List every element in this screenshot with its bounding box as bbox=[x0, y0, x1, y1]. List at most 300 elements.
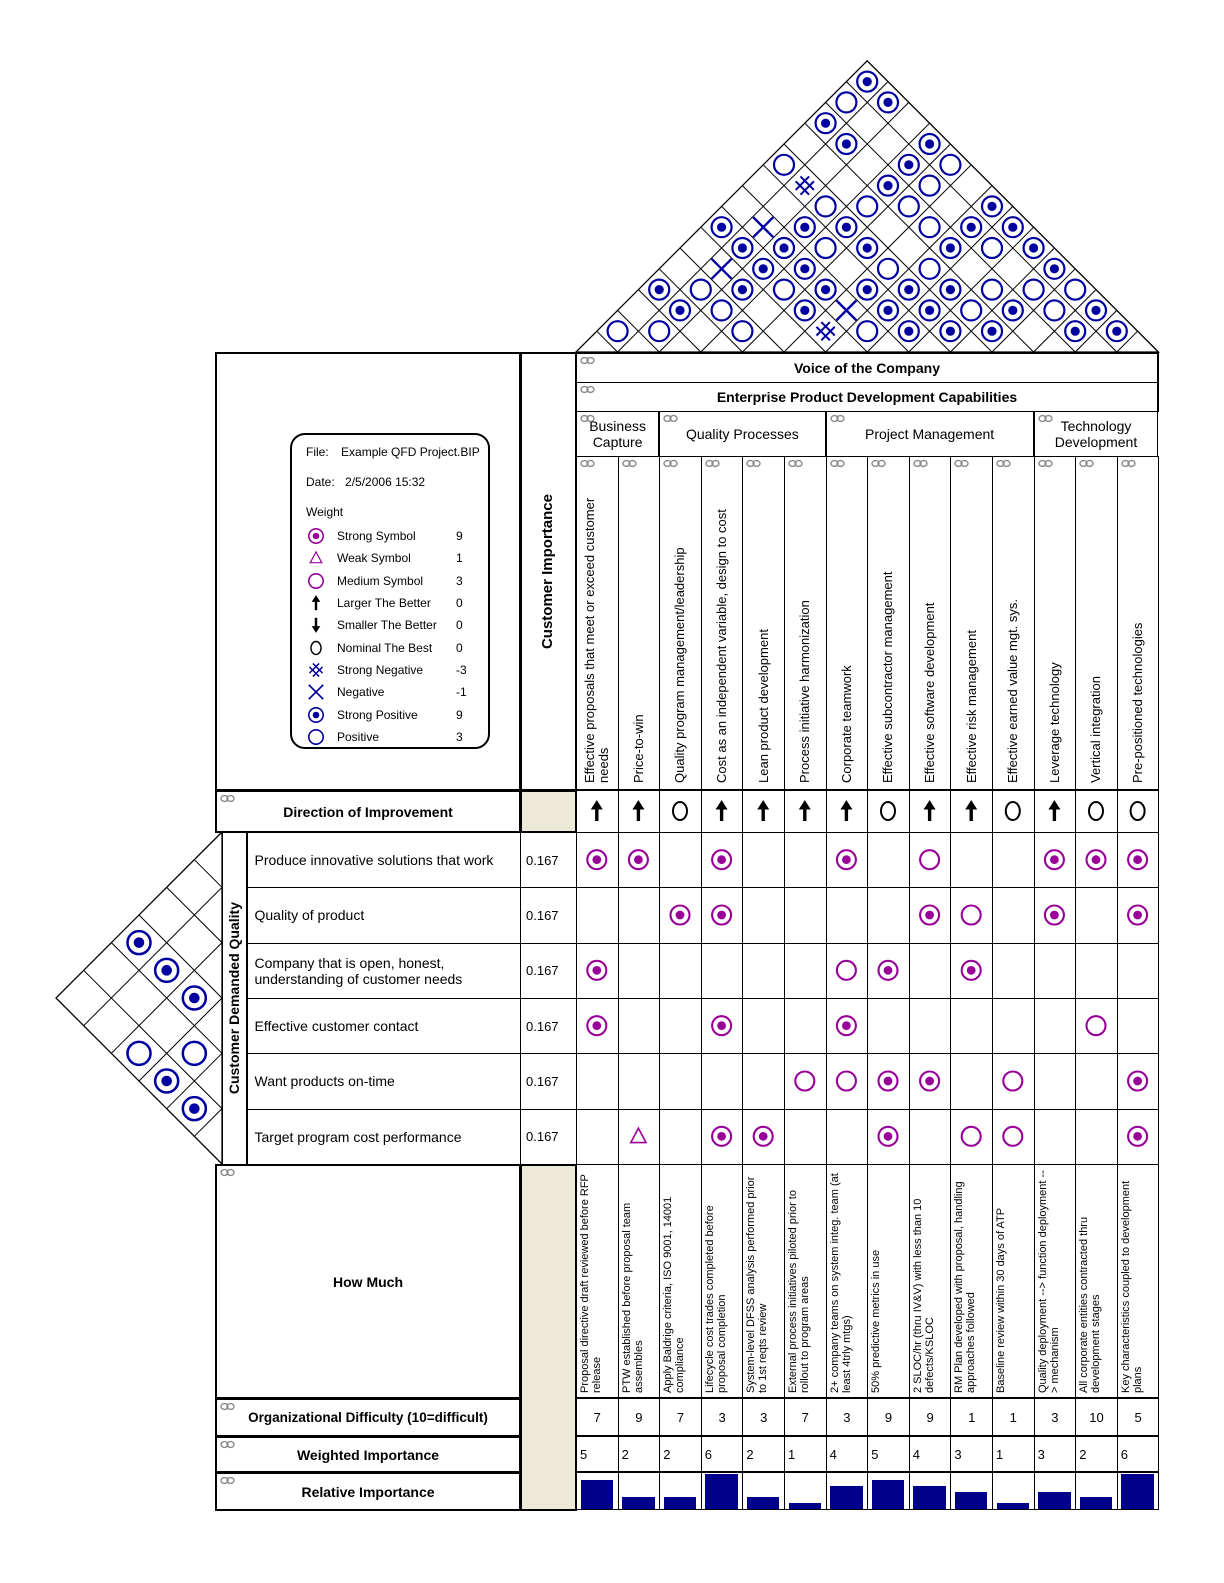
importance-value[interactable]: 0.167 bbox=[520, 1109, 577, 1165]
customer-importance-header bbox=[520, 352, 577, 791]
legend-item bbox=[292, 659, 488, 681]
relationship-cell[interactable] bbox=[1075, 1109, 1118, 1165]
how-much-label: How Much bbox=[333, 1273, 403, 1290]
positive-symbol-icon bbox=[303, 726, 329, 748]
how-much-cell[interactable] bbox=[826, 1164, 869, 1398]
customer-importance-label: Customer Importance bbox=[539, 493, 557, 650]
column-header[interactable] bbox=[867, 456, 910, 790]
legend-item-label: Strong Symbol bbox=[337, 529, 416, 544]
how-much-text: PTW established before proposal team assembles bbox=[620, 1202, 645, 1393]
relationship-cell[interactable] bbox=[867, 943, 910, 999]
relationship-cell[interactable] bbox=[576, 998, 619, 1054]
roof-correlation-matrix[interactable] bbox=[576, 61, 1158, 352]
how-much-text: Quality deployment --> function deployment --> mechanism bbox=[1036, 1170, 1061, 1393]
weighted-value: 6 bbox=[701, 1436, 744, 1472]
bottom-importance-spacer bbox=[520, 1164, 577, 1511]
relationship-cell[interactable] bbox=[659, 1053, 702, 1109]
capabilities-label: Enterprise Product Development Capabilities bbox=[716, 389, 1018, 405]
direction-cell[interactable] bbox=[1075, 790, 1118, 833]
difficulty-value[interactable]: 9 bbox=[909, 1398, 952, 1436]
relationship-cell[interactable] bbox=[826, 1109, 869, 1165]
column-header[interactable] bbox=[576, 456, 619, 790]
relationship-cell[interactable] bbox=[701, 998, 744, 1054]
column-header-label: Quality program management/leadership bbox=[672, 547, 688, 783]
link-icon[interactable] bbox=[220, 1440, 235, 1449]
row-label[interactable] bbox=[247, 887, 521, 943]
relationship-cell[interactable] bbox=[784, 832, 827, 888]
how-much-text: System-level DFSS analysis performed prior to 1st reqts review bbox=[745, 1176, 770, 1393]
relationship-cell[interactable] bbox=[742, 887, 785, 943]
relationship-cell[interactable] bbox=[1034, 1109, 1077, 1165]
relationship-cell[interactable] bbox=[909, 943, 952, 999]
column-header[interactable] bbox=[784, 456, 827, 790]
legend-item-weight: 0 bbox=[456, 640, 463, 655]
direction-cell[interactable] bbox=[784, 790, 827, 833]
legend-item-weight: -1 bbox=[456, 685, 467, 700]
link-icon[interactable] bbox=[746, 459, 761, 468]
link-icon[interactable] bbox=[871, 459, 886, 468]
relative-importance-bar bbox=[1080, 1497, 1113, 1509]
column-group-header bbox=[826, 411, 1034, 457]
strong-positive-symbol-icon bbox=[303, 704, 329, 726]
relationship-cell[interactable] bbox=[1034, 832, 1077, 888]
voice-of-company-label: Voice of the Company bbox=[794, 360, 940, 376]
legend-weight-label: Weight bbox=[306, 505, 344, 519]
relative-importance-label: Relative Importance bbox=[301, 1483, 435, 1500]
legend-item-label: Medium Symbol bbox=[337, 573, 424, 588]
legend-item bbox=[292, 570, 488, 592]
legend-item-weight: 1 bbox=[456, 551, 463, 566]
column-header-label: Price-to-win bbox=[630, 714, 646, 783]
relationship-cell[interactable] bbox=[701, 1109, 744, 1165]
relationship-cell[interactable] bbox=[909, 887, 952, 943]
column-group-header bbox=[576, 411, 659, 457]
relationship-cell[interactable] bbox=[784, 1109, 827, 1165]
column-header[interactable] bbox=[1117, 456, 1160, 790]
difficulty-value[interactable]: 3 bbox=[826, 1398, 869, 1436]
how-much-cell[interactable] bbox=[576, 1164, 619, 1398]
relationship-cell[interactable] bbox=[1075, 832, 1118, 888]
how-much-cell[interactable] bbox=[618, 1164, 661, 1398]
relationship-cell[interactable] bbox=[950, 1109, 993, 1165]
date-value: 2/5/2006 15:32 bbox=[345, 475, 426, 489]
direction-cell[interactable] bbox=[909, 790, 952, 833]
how-much-cell[interactable] bbox=[784, 1164, 827, 1398]
how-much-text: Proposal directive draft reviewed before RFP release bbox=[579, 1174, 603, 1393]
relationship-cell[interactable] bbox=[992, 887, 1035, 943]
relationship-cell[interactable] bbox=[1075, 943, 1118, 999]
relationship-cell[interactable] bbox=[867, 887, 910, 943]
importance-value[interactable]: 0.167 bbox=[520, 1053, 577, 1109]
relationship-cell[interactable] bbox=[950, 1053, 993, 1109]
weighted-value: 2 bbox=[742, 1436, 785, 1472]
capabilities-header bbox=[576, 382, 1159, 412]
medium-symbol-icon bbox=[303, 570, 329, 592]
relationship-cell[interactable] bbox=[742, 943, 785, 999]
relationship-cell[interactable] bbox=[1075, 998, 1118, 1054]
difficulty-value[interactable]: 9 bbox=[867, 1398, 910, 1436]
difficulty-value[interactable]: 5 bbox=[1117, 1398, 1160, 1436]
weighted-value: 3 bbox=[1034, 1436, 1077, 1472]
relationship-cell[interactable] bbox=[618, 887, 661, 943]
relationship-cell[interactable] bbox=[909, 832, 952, 888]
relative-importance-bar bbox=[622, 1497, 655, 1509]
relationship-cell[interactable] bbox=[992, 943, 1035, 999]
relationship-cell[interactable] bbox=[992, 832, 1035, 888]
relationship-cell[interactable] bbox=[950, 998, 993, 1054]
direction-cell[interactable] bbox=[867, 790, 910, 833]
legend-file-line bbox=[292, 435, 488, 465]
relationship-cell[interactable] bbox=[909, 1053, 952, 1109]
legend-item-label: Positive bbox=[337, 729, 380, 744]
relationship-cell[interactable] bbox=[950, 943, 993, 999]
link-icon[interactable] bbox=[1079, 459, 1094, 468]
link-icon[interactable] bbox=[220, 1168, 235, 1177]
legend-item-label: Strong Negative bbox=[337, 662, 424, 677]
relationship-cell[interactable] bbox=[742, 832, 785, 888]
relationship-cell[interactable] bbox=[618, 943, 661, 999]
how-much-cell[interactable] bbox=[742, 1164, 785, 1398]
link-icon[interactable] bbox=[1038, 414, 1053, 423]
difficulty-value[interactable]: 3 bbox=[1034, 1398, 1077, 1436]
legend-item-weight: -3 bbox=[456, 662, 467, 677]
difficulty-value[interactable]: 1 bbox=[950, 1398, 993, 1436]
row-label-text: Target program cost performance bbox=[254, 1128, 462, 1145]
link-icon[interactable] bbox=[705, 459, 720, 468]
how-much-cell[interactable] bbox=[867, 1164, 910, 1398]
weighted-value: 1 bbox=[784, 1436, 827, 1472]
difficulty-value[interactable]: 3 bbox=[742, 1398, 785, 1436]
importance-value[interactable]: 0.167 bbox=[520, 943, 577, 999]
link-icon[interactable] bbox=[220, 794, 235, 803]
relationship-cell[interactable] bbox=[576, 943, 619, 999]
relationship-cell[interactable] bbox=[1117, 1109, 1160, 1165]
direction-cell[interactable] bbox=[826, 790, 869, 833]
difficulty-value[interactable]: 7 bbox=[576, 1398, 619, 1436]
customer-demanded-quality-band bbox=[222, 832, 247, 1165]
relationship-cell[interactable] bbox=[1075, 1053, 1118, 1109]
column-header-label: Corporate teamwork bbox=[838, 665, 854, 783]
direction-importance-spacer bbox=[520, 790, 577, 833]
how-much-cell[interactable] bbox=[992, 1164, 1035, 1398]
row-label-text: Want products on-time bbox=[254, 1073, 395, 1090]
link-icon[interactable] bbox=[663, 414, 678, 423]
column-group-label: Quality Processes bbox=[685, 426, 799, 442]
direction-cell[interactable] bbox=[1117, 790, 1160, 833]
relationship-cell[interactable] bbox=[826, 887, 869, 943]
legend-item bbox=[292, 547, 488, 569]
relationship-cell[interactable] bbox=[1034, 887, 1077, 943]
relationship-cell[interactable] bbox=[826, 1053, 869, 1109]
weighted-value: 2 bbox=[618, 1436, 661, 1472]
link-icon[interactable] bbox=[913, 459, 928, 468]
relationship-cell[interactable] bbox=[784, 943, 827, 999]
legend-item bbox=[292, 703, 488, 725]
direction-cell[interactable] bbox=[659, 790, 702, 833]
relationship-cell[interactable] bbox=[659, 998, 702, 1054]
column-header[interactable] bbox=[1075, 456, 1118, 790]
relationship-cell[interactable] bbox=[576, 1053, 619, 1109]
column-header[interactable] bbox=[618, 456, 661, 790]
direction-of-improvement-label: Direction of Improvement bbox=[283, 803, 453, 820]
relationship-cell[interactable] bbox=[784, 998, 827, 1054]
relationship-cell[interactable] bbox=[618, 1109, 661, 1165]
relationship-cell[interactable] bbox=[701, 887, 744, 943]
relationship-cell[interactable] bbox=[1034, 1053, 1077, 1109]
relationship-cell[interactable] bbox=[701, 832, 744, 888]
row-label[interactable] bbox=[247, 998, 521, 1054]
legend-item-label: Weak Symbol bbox=[337, 551, 411, 566]
link-icon[interactable] bbox=[954, 459, 969, 468]
row-label-text: Produce innovative solutions that work bbox=[254, 852, 494, 869]
legend-date-line bbox=[292, 465, 488, 495]
weighted-value: 2 bbox=[659, 1436, 702, 1472]
relative-importance-bar bbox=[747, 1497, 780, 1509]
relative-importance-bar bbox=[913, 1486, 946, 1509]
row-label[interactable] bbox=[247, 1053, 521, 1109]
relationship-cell[interactable] bbox=[950, 832, 993, 888]
how-much-cell[interactable] bbox=[659, 1164, 702, 1398]
relationship-cell[interactable] bbox=[992, 1053, 1035, 1109]
column-group-label: Business Capture bbox=[589, 418, 646, 450]
link-icon[interactable] bbox=[1038, 459, 1053, 468]
legend-item-label: Negative bbox=[337, 685, 385, 700]
relationship-cell[interactable] bbox=[659, 943, 702, 999]
how-much-text: External process initiatives piloted prior to rollout to program areas bbox=[787, 1190, 811, 1393]
column-header[interactable] bbox=[742, 456, 785, 790]
how-much-text: RM Plan developed with proposal, handling approaches followed bbox=[953, 1181, 978, 1393]
customer-demanded-quality-label: Customer Demanded Quality bbox=[225, 902, 242, 1095]
column-header[interactable] bbox=[950, 456, 993, 790]
relationship-cell[interactable] bbox=[1117, 1053, 1160, 1109]
relationship-cell[interactable] bbox=[826, 943, 869, 999]
direction-of-improvement-header bbox=[215, 790, 521, 833]
difficulty-value[interactable]: 3 bbox=[701, 1398, 744, 1436]
row-label[interactable] bbox=[247, 832, 521, 888]
strong-negative-symbol-icon bbox=[303, 659, 329, 681]
direction-cell[interactable] bbox=[950, 790, 993, 833]
relationship-cell[interactable] bbox=[950, 887, 993, 943]
difficulty-value[interactable]: 10 bbox=[1075, 1398, 1118, 1436]
link-icon[interactable] bbox=[220, 1476, 235, 1485]
relationship-cell[interactable] bbox=[1117, 832, 1160, 888]
how-much-cell[interactable] bbox=[701, 1164, 744, 1398]
how-much-cell[interactable] bbox=[909, 1164, 952, 1398]
legend-item-weight: 9 bbox=[456, 529, 463, 544]
voice-of-company-header bbox=[576, 352, 1159, 383]
column-group-label: Project Management bbox=[865, 426, 995, 442]
column-header-label: Pre-positioned technologies bbox=[1130, 622, 1146, 783]
column-header[interactable] bbox=[659, 456, 702, 790]
link-icon[interactable] bbox=[622, 459, 637, 468]
smaller-symbol-icon bbox=[303, 614, 329, 636]
weighted-value: 1 bbox=[992, 1436, 1035, 1472]
relationship-cell[interactable] bbox=[867, 1053, 910, 1109]
relationship-cell[interactable] bbox=[618, 1053, 661, 1109]
relative-importance-bar bbox=[830, 1486, 863, 1509]
legend-items bbox=[292, 525, 488, 748]
column-header-label: Effective risk management bbox=[963, 630, 979, 783]
column-header[interactable] bbox=[992, 456, 1035, 790]
relative-importance-bar bbox=[1038, 1492, 1071, 1510]
relationship-cell[interactable] bbox=[1075, 887, 1118, 943]
legend-item-label: Nominal The Best bbox=[337, 640, 433, 655]
relationship-cell[interactable] bbox=[867, 998, 910, 1054]
legend-item bbox=[292, 726, 488, 748]
importance-value[interactable]: 0.167 bbox=[520, 887, 577, 943]
how-much-cell[interactable] bbox=[950, 1164, 993, 1398]
column-header[interactable] bbox=[701, 456, 744, 790]
relationship-cell[interactable] bbox=[618, 998, 661, 1054]
link-icon[interactable] bbox=[663, 459, 678, 468]
link-icon[interactable] bbox=[580, 385, 595, 394]
relationship-cell[interactable] bbox=[576, 887, 619, 943]
relationship-cell[interactable] bbox=[701, 1053, 744, 1109]
relationship-cell[interactable] bbox=[1117, 943, 1160, 999]
relationship-cell[interactable] bbox=[784, 887, 827, 943]
relationship-cell[interactable] bbox=[742, 1053, 785, 1109]
how-much-text: Baseline review within 30 days of ATP bbox=[995, 1207, 1007, 1393]
row-label-text: Quality of product bbox=[254, 907, 365, 924]
direction-cell[interactable] bbox=[576, 790, 619, 833]
relationship-cell[interactable] bbox=[659, 887, 702, 943]
relationship-cell[interactable] bbox=[867, 1109, 910, 1165]
relationship-cell[interactable] bbox=[1117, 998, 1160, 1054]
how-much-text: Apply Baldrige criteria, ISO 9001, 14001 compliance bbox=[662, 1196, 687, 1393]
column-header-label: Vertical integration bbox=[1088, 676, 1104, 783]
column-header-label: Effective subcontractor management bbox=[880, 571, 896, 783]
how-much-text: 2 SLOC/hr (thru IV&V) with less than 10 defects/KSLOC bbox=[911, 1198, 936, 1393]
date-label: Date: bbox=[306, 475, 335, 489]
how-much-text: 2+ company teams on system integ. team (at least 4trly mtgs) bbox=[828, 1173, 853, 1393]
link-icon[interactable] bbox=[220, 1402, 235, 1411]
org-difficulty-label: Organizational Difficulty (10=difficult) bbox=[248, 1410, 488, 1425]
relationship-cell[interactable] bbox=[618, 832, 661, 888]
difficulty-value[interactable]: 1 bbox=[992, 1398, 1035, 1436]
relative-importance-bar bbox=[955, 1492, 988, 1510]
relationship-cell[interactable] bbox=[909, 1109, 952, 1165]
larger-symbol-icon bbox=[303, 592, 329, 614]
weighted-value: 4 bbox=[826, 1436, 869, 1472]
relationship-cell[interactable] bbox=[992, 998, 1035, 1054]
row-label-text: Company that is open, honest, understanding of customer needs bbox=[254, 954, 463, 987]
relative-importance-bar bbox=[789, 1503, 822, 1509]
legend-item bbox=[292, 525, 488, 547]
relationship-cell[interactable] bbox=[576, 1109, 619, 1165]
column-header[interactable] bbox=[1034, 456, 1077, 790]
link-icon[interactable] bbox=[830, 414, 845, 423]
relationship-cell[interactable] bbox=[1034, 998, 1077, 1054]
relationship-cell[interactable] bbox=[784, 1053, 827, 1109]
weighted-value: 6 bbox=[1117, 1436, 1160, 1472]
legend-item-weight: 0 bbox=[456, 618, 463, 633]
negative-symbol-icon bbox=[303, 681, 329, 703]
legend-item bbox=[292, 614, 488, 636]
link-icon[interactable] bbox=[788, 459, 803, 468]
how-much-text: 50% predictive metrics in use bbox=[870, 1249, 883, 1393]
column-header-label: Effective earned value mgt. sys. bbox=[1005, 598, 1021, 783]
link-icon[interactable] bbox=[580, 356, 595, 365]
nominal-symbol-icon bbox=[303, 637, 329, 659]
direction-cell[interactable] bbox=[992, 790, 1035, 833]
relationship-cell[interactable] bbox=[867, 832, 910, 888]
relationship-cell[interactable] bbox=[659, 1109, 702, 1165]
legend-item-label: Smaller The Better bbox=[337, 618, 437, 633]
direction-cell[interactable] bbox=[742, 790, 785, 833]
difficulty-value[interactable]: 7 bbox=[659, 1398, 702, 1436]
link-icon[interactable] bbox=[1121, 459, 1136, 468]
relationship-cell[interactable] bbox=[701, 943, 744, 999]
relationship-cell[interactable] bbox=[576, 832, 619, 888]
legend-item-label: Larger The Better bbox=[337, 596, 431, 611]
column-header[interactable] bbox=[826, 456, 869, 790]
column-group-header bbox=[659, 411, 825, 457]
relationship-cell[interactable] bbox=[826, 998, 869, 1054]
direction-cell[interactable] bbox=[618, 790, 661, 833]
legend-item-weight: 3 bbox=[456, 573, 463, 588]
relative-importance-bar bbox=[581, 1480, 614, 1509]
relationship-cell[interactable] bbox=[1034, 943, 1077, 999]
row-label[interactable] bbox=[247, 943, 521, 999]
link-icon[interactable] bbox=[580, 459, 595, 468]
relationship-cell[interactable] bbox=[742, 1109, 785, 1165]
difficulty-value[interactable]: 7 bbox=[784, 1398, 827, 1436]
legend-item-weight: 3 bbox=[456, 729, 463, 744]
importance-value[interactable]: 0.167 bbox=[520, 998, 577, 1054]
org-difficulty-header bbox=[215, 1398, 521, 1437]
relationship-cell[interactable] bbox=[1117, 887, 1160, 943]
relationship-cell[interactable] bbox=[909, 998, 952, 1054]
direction-cell[interactable] bbox=[701, 790, 744, 833]
row-label-text: Effective customer contact bbox=[254, 1018, 419, 1035]
difficulty-value[interactable]: 9 bbox=[618, 1398, 661, 1436]
link-icon[interactable] bbox=[996, 459, 1011, 468]
column-header-label: Process initiative harmonization bbox=[797, 600, 813, 783]
weighted-value: 5 bbox=[867, 1436, 910, 1472]
how-much-cell[interactable] bbox=[1034, 1164, 1077, 1398]
relative-importance-bar bbox=[1121, 1474, 1154, 1509]
link-icon[interactable] bbox=[830, 459, 845, 468]
column-header[interactable] bbox=[909, 456, 952, 790]
column-group-header bbox=[1034, 411, 1159, 457]
relationship-cell[interactable] bbox=[742, 998, 785, 1054]
relationship-cell[interactable] bbox=[992, 1109, 1035, 1165]
link-icon[interactable] bbox=[580, 414, 595, 423]
how-much-cell[interactable] bbox=[1117, 1164, 1160, 1398]
row-correlation-matrix[interactable] bbox=[56, 832, 222, 1164]
how-much-cell[interactable] bbox=[1075, 1164, 1118, 1398]
file-value: Example QFD Project.BIP bbox=[341, 445, 480, 459]
weighted-value: 2 bbox=[1075, 1436, 1118, 1472]
legend-item bbox=[292, 681, 488, 703]
relationship-cell[interactable] bbox=[659, 832, 702, 888]
how-much-header bbox=[215, 1164, 521, 1399]
relative-importance-bar bbox=[664, 1497, 697, 1509]
row-label[interactable] bbox=[247, 1109, 521, 1165]
column-header-label: Cost as an independent variable, design to cost bbox=[714, 509, 730, 783]
column-group-label: Technology Development bbox=[1054, 418, 1138, 450]
relative-importance-bar bbox=[705, 1474, 738, 1509]
importance-value[interactable]: 0.167 bbox=[520, 832, 577, 888]
relationship-cell[interactable] bbox=[826, 832, 869, 888]
direction-cell[interactable] bbox=[1034, 790, 1077, 833]
legend-item-weight: 0 bbox=[456, 596, 463, 611]
file-label: File: bbox=[306, 445, 329, 459]
relative-importance-header bbox=[215, 1472, 521, 1511]
column-header-label: Lean product development bbox=[755, 629, 771, 783]
column-header-label: Effective proposals that meet or exceed customer needs bbox=[582, 497, 612, 783]
weighted-value: 5 bbox=[576, 1436, 619, 1472]
